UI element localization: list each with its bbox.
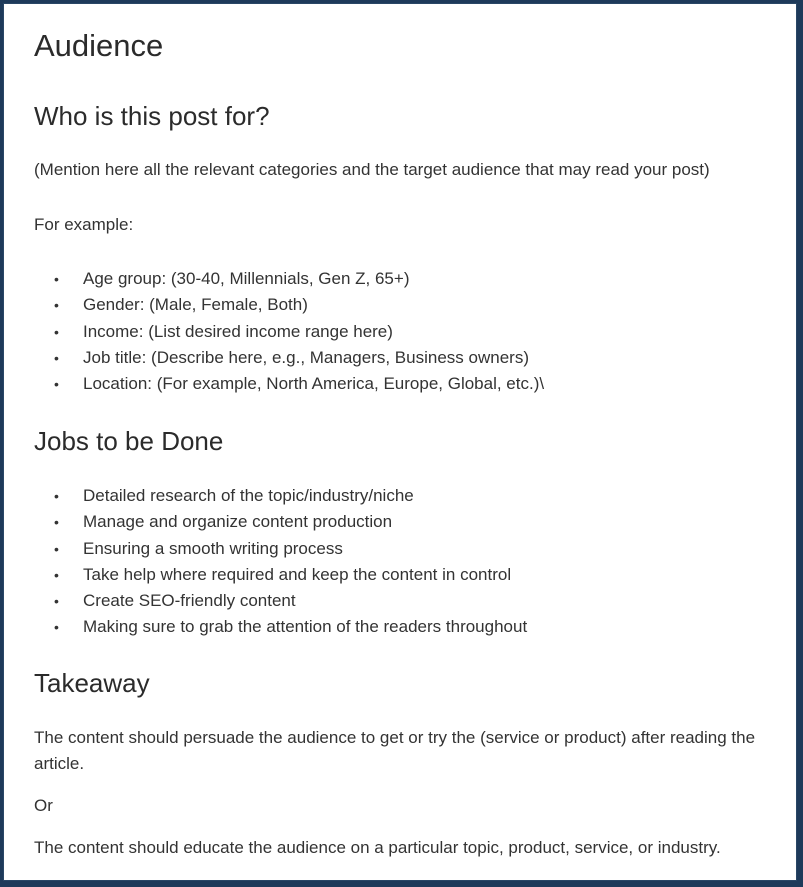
list-item [34, 266, 544, 292]
section-heading-who: Who is this post for? [34, 101, 270, 131]
bullet-icon: • [54, 271, 59, 287]
list-item [34, 509, 527, 535]
list-item [34, 292, 544, 318]
who-intro-text: (Mention here all the relevant categories and the target audience that may read your post) [34, 160, 710, 179]
audience-list [34, 266, 544, 397]
bullet-icon: • [54, 376, 59, 393]
list-item [34, 483, 527, 509]
bullet-icon: • [54, 349, 59, 366]
list-item [34, 319, 544, 345]
list-item-text: Take help where required and keep the content in control [83, 564, 512, 584]
section-heading-takeaway: Takeaway [34, 668, 150, 698]
list-item-text: Manage and organize content production [83, 512, 393, 532]
list-item-text: Job title: (Describe here, e.g., Managers, Business owners) [83, 347, 529, 367]
list-item-text: Making sure to grab the attention of the readers throughout [83, 617, 528, 637]
list-item-text: Create SEO-friendly content [83, 591, 296, 611]
list-item-text: Ensuring a smooth writing process [83, 538, 343, 558]
list-item [34, 536, 527, 562]
bullet-icon: • [54, 566, 59, 583]
page-title: Audience [34, 28, 164, 63]
list-item [34, 614, 527, 640]
list-item-text: Gender: (Male, Female, Both) [83, 295, 308, 315]
takeaway-paragraph-1: The content should persuade the audience to get or try the (service or product) after reading the article. [34, 728, 756, 773]
list-item-text: Detailed research of the topic/industry/niche [83, 486, 414, 505]
list-item-text: Income: (List desired income range here) [83, 321, 393, 341]
bullet-icon: • [54, 593, 59, 610]
list-item [34, 562, 527, 588]
bullet-icon: • [54, 540, 59, 557]
bullet-icon: • [54, 297, 59, 314]
bullet-icon: • [54, 619, 59, 636]
section-heading-jobs: Jobs to be Done [34, 426, 224, 456]
list-item-text: Age group: (30-40, Millennials, Gen Z, 65+) [83, 269, 410, 288]
list-item [34, 588, 527, 614]
list-item [34, 371, 544, 397]
takeaway-or: Or [34, 796, 53, 815]
bullet-icon: • [54, 488, 59, 504]
bullet-icon: • [54, 323, 59, 340]
jobs-list [34, 483, 527, 641]
bullet-icon: • [54, 514, 59, 531]
list-item [34, 345, 544, 371]
list-item-text: Location: (For example, North America, Europe, Global, etc.)\ [83, 374, 545, 394]
document-frame [3, 3, 797, 881]
example-label: For example: [34, 215, 134, 234]
takeaway-paragraph-2: The content should educate the audience on a particular topic, product, service, or industry. [34, 838, 721, 857]
